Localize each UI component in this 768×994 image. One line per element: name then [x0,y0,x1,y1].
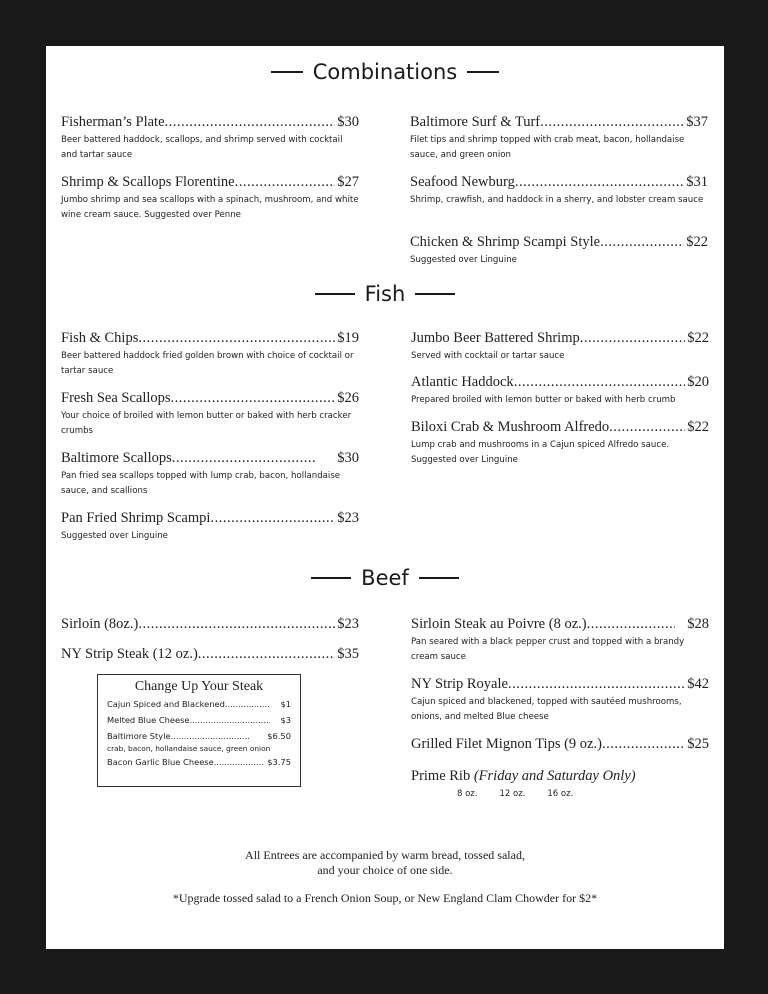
item-name: Atlantic Haddock [411,374,514,390]
item-description: Your choice of broiled with lemon butter or baked with herb cracker crumbs [61,411,352,436]
menu-item [410,174,708,208]
item-name: NY Strip Steak (12 oz.) [61,646,198,662]
item-description: Pan fried sea scallops topped with lump crab, bacon, hollandaise sauce, and scallions [61,471,341,496]
menu-page [46,46,724,949]
item-name: Fisherman’s Plate [61,114,165,130]
title-rule-right [415,293,455,295]
addon-price: $3.75 [267,757,291,767]
item-price: $30 [337,114,359,130]
addon-name: Melted Blue Cheese [107,715,190,725]
menu-item-prime-rib [411,768,709,799]
section-title-beef [46,566,724,590]
entree-note-line-1: All Entrees are accompanied by warm bread, tossed salad, [245,848,525,862]
menu-item [411,676,709,725]
leader-dots [540,114,684,131]
item-description: Lump crab and mushrooms in a Cajun spiced Alfredo sauce. Suggested over Linguine [411,440,670,465]
menu-item [411,330,709,364]
item-name: Jumbo Beer Battered Shrimp [411,330,580,346]
addon-name: Baltimore Style [107,731,171,741]
entree-note-line-2: and your choice of one side. [317,863,453,877]
item-description: Served with cocktail or tartar sauce [411,351,565,361]
item-price: $22 [687,330,709,346]
leader-dots [171,731,250,741]
item-price: $42 [687,676,709,692]
title-rule-right [419,577,459,579]
section-title-fish [46,282,724,306]
item-name: Fish & Chips [61,330,139,346]
item-name: Prime Rib [411,768,471,784]
item-price: $30 [337,450,359,466]
addon-item [107,715,291,731]
leader-dots [609,419,685,436]
item-description: Beer battered haddock, scallops, and shrimp served with cocktail and tartar sauce [61,135,343,160]
addon-price: $6.50 [267,731,291,741]
size-option: 8 oz. [457,789,478,799]
menu-item [61,510,359,544]
addon-price: $3 [280,715,291,725]
section-title-text: Combinations [312,60,458,84]
item-description: Suggested over Linguine [410,255,517,265]
menu-item [411,736,709,753]
leader-dots [214,757,265,767]
steak-box-title: Change Up Your Steak [134,679,264,694]
leader-dots [198,646,335,663]
section-title-combinations [46,60,724,84]
leader-dots [235,174,336,191]
entree-note [46,848,724,878]
menu-item [61,616,359,633]
item-price: $20 [687,374,709,390]
addon-name: Cajun Spiced and Blackened [107,699,225,709]
size-option: 16 oz. [547,789,574,799]
item-name: Shrimp & Scallops Florentine [61,174,235,190]
menu-item [411,374,709,408]
item-name: Fresh Sea Scallops [61,390,171,406]
leader-dots [172,450,318,467]
leader-dots [600,234,684,251]
addon-note: crab, bacon, hollandaise sauce, green onion [107,744,271,753]
item-name: Chicken & Shrimp Scampi Style [410,234,601,250]
size-option: 12 oz. [499,789,526,799]
item-price: $22 [687,419,709,435]
item-description: Suggested over Linguine [61,531,168,541]
item-name: Sirloin (8oz.) [61,616,139,632]
item-price: $26 [337,390,359,406]
item-description: Pan seared with a black pepper crust and topped with a brandy cream sauce [411,637,685,662]
item-price: $25 [687,736,709,752]
addon-price: $1 [280,699,291,709]
item-price: $23 [337,510,359,526]
menu-item [61,646,359,663]
leader-dots [190,715,271,725]
item-description: Cajun spiced and blackened, topped with sautéed mushrooms, onions, and melted Blue cheese [411,697,682,722]
item-description: Jumbo shrimp and sea scallops with a spinach, mushroom, and white wine cream sauce. Suggested over Penne [61,195,359,220]
menu-item [61,174,359,223]
leader-dots [165,114,336,131]
leader-dots [171,390,336,407]
prime-rib-sizes [457,789,709,799]
item-availability-note: (Friday and Saturday Only) [473,768,636,784]
item-description: Shrimp, crawfish, and haddock in a sherry, and lobster cream sauce [410,195,704,205]
item-name: NY Strip Royale [411,676,508,692]
item-price: $27 [337,174,359,190]
item-name: Biloxi Crab & Mushroom Alfredo [411,419,610,435]
leader-dots [138,330,335,347]
section-title-text: Beef [361,566,409,590]
menu-item [61,450,359,499]
title-rule-right [467,71,499,73]
menu-item [61,114,359,163]
leader-dots [580,330,686,347]
section-title-text: Fish [364,282,406,306]
leader-dots [515,174,684,191]
addon-item [107,699,291,715]
item-description: Prepared broiled with lemon butter or baked with herb crumb [411,395,676,405]
leader-dots [225,699,271,709]
item-name: Baltimore Surf & Turf [410,114,541,130]
leader-dots [508,676,685,693]
item-price: $19 [337,330,359,346]
addon-item [107,757,291,773]
item-name: Pan Fried Shrimp Scampi [61,510,211,526]
item-name: Grilled Filet Mignon Tips (9 oz.) [411,736,602,752]
item-price: $22 [686,234,708,250]
title-rule-left [271,71,303,73]
menu-item [411,616,709,665]
leader-dots [138,616,335,633]
upgrade-note: *Upgrade tossed salad to a French Onion Soup, or New England Clam Chowder for $2* [172,891,598,905]
item-price: $28 [687,616,709,632]
item-price: $37 [686,114,708,130]
leader-dots [587,616,676,633]
leader-dots [602,736,685,753]
title-rule-left [311,577,351,579]
title-rule-left [315,293,355,295]
change-up-your-steak-box [97,674,301,787]
menu-item [410,234,708,268]
item-description: Filet tips and shrimp topped with crab meat, bacon, hollandaise sauce, and green onion [410,135,685,160]
menu-item [61,390,359,439]
menu-item [411,419,709,468]
leader-dots [210,510,335,527]
item-name: Baltimore Scallops [61,450,172,466]
menu-item [410,114,708,163]
addon-name: Bacon Garlic Blue Cheese [107,757,214,767]
item-description: Beer battered haddock fried golden brown with choice of cocktail or tartar sauce [61,351,354,376]
item-name: Sirloin Steak au Poivre (8 oz.) [411,616,587,632]
item-name: Seafood Newburg [410,174,515,190]
menu-item [61,330,359,379]
item-price: $23 [337,616,359,632]
item-price: $31 [686,174,708,190]
leader-dots [514,374,686,391]
item-price: $35 [337,646,359,662]
